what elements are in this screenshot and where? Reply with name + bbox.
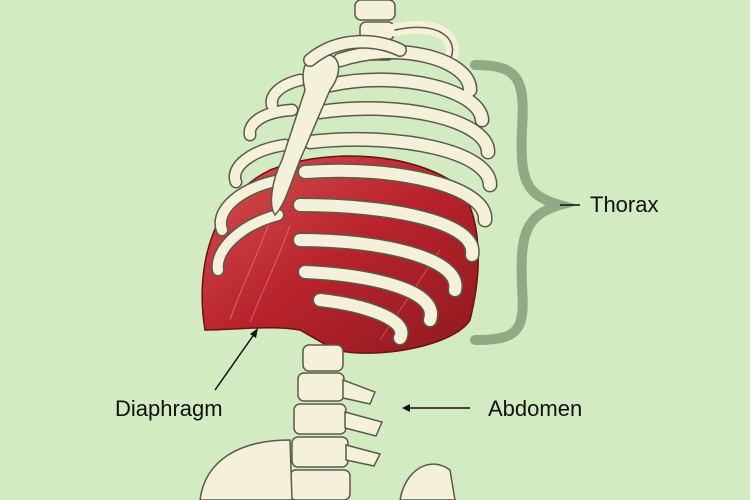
abdomen-label: Abdomen bbox=[488, 396, 583, 421]
abdomen-arrow bbox=[402, 404, 470, 412]
diaphragm-label: Diaphragm bbox=[115, 396, 223, 421]
thorax-brace bbox=[475, 65, 560, 340]
thorax-label: Thorax bbox=[590, 192, 659, 217]
diaphragm-arrow bbox=[215, 328, 258, 390]
